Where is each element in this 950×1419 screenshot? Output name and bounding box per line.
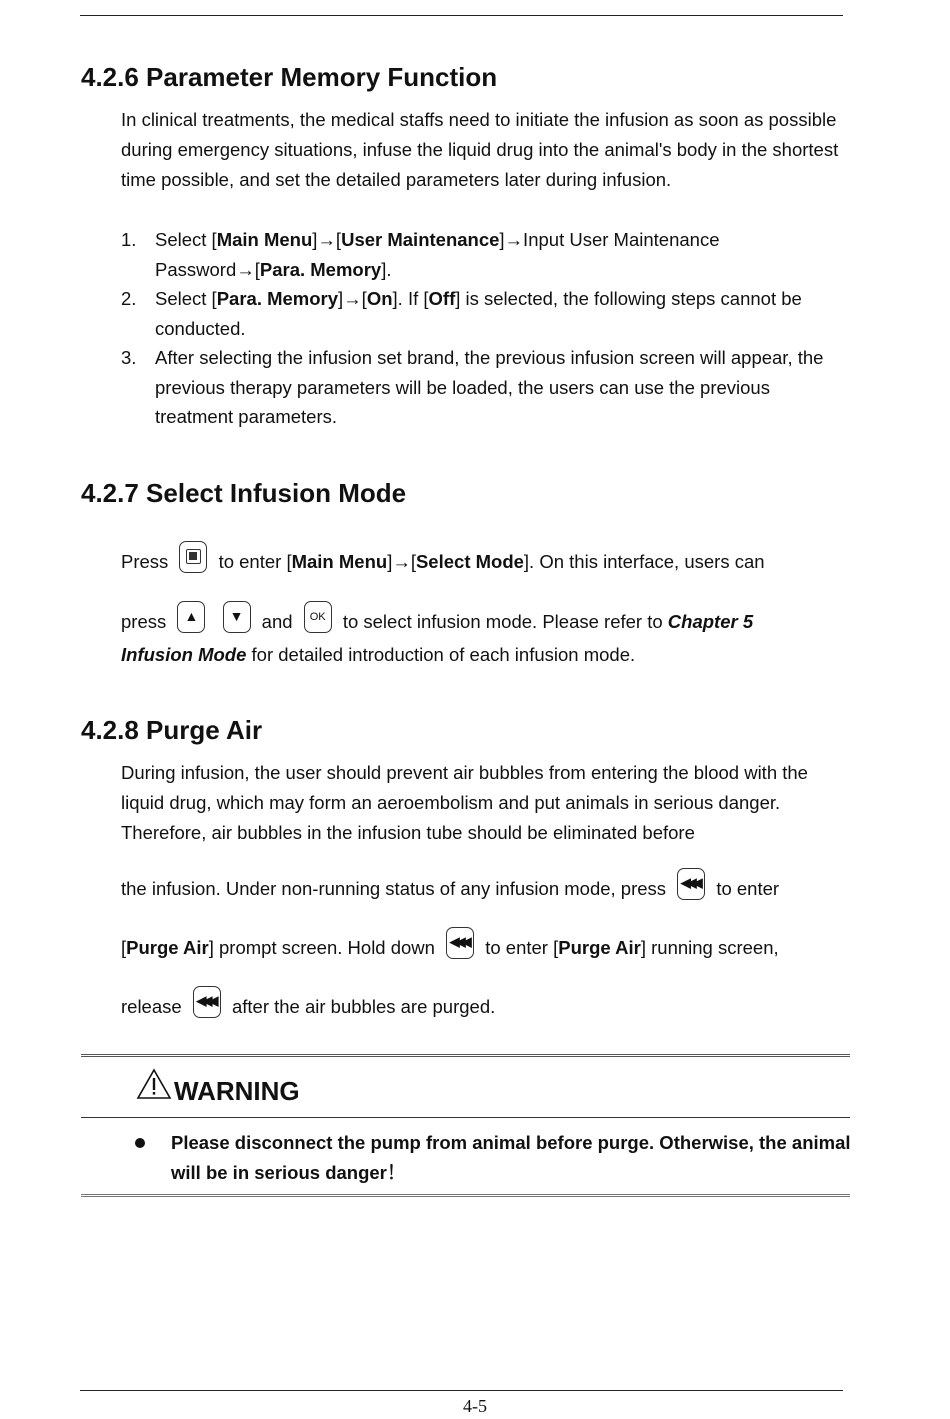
section-title-4-2-8: 4.2.8 Purge Air bbox=[81, 715, 263, 745]
footer-rule bbox=[80, 1390, 843, 1391]
select-mode-line-1: Press to enter [Main Menu]→[Select Mode]. On this interface, users can bbox=[121, 547, 765, 579]
section-intro-4-2-6: In clinical treatments, the medical staffs need to initiate the infusion as soon as possible during emergency situations, infuse the liquid drug into the animal's body in the shortest time possible, and set the detailed parameters later during infusion. bbox=[121, 109, 839, 190]
purge-key-icon: ◀◀◀ bbox=[193, 986, 221, 1018]
purge-line-4: the infusion. Under non-running status of any infusion mode, press ◀◀◀ to enter bbox=[121, 874, 779, 906]
purge-key-icon: ◀◀◀ bbox=[677, 868, 705, 900]
warning-text: Please disconnect the pump from animal before purge. Otherwise, the animal will be in serious danger！ bbox=[171, 1132, 851, 1183]
purge-line-6: release ◀◀◀ after the air bubbles are purged. bbox=[121, 992, 495, 1024]
select-mode-line-2: press ▲ ▼ and OK to select infusion mode. Please refer to Chapter 5 bbox=[121, 607, 753, 639]
divider bbox=[81, 1117, 850, 1118]
list-item: 3. After selecting the infusion set brand, the previous infusion screen will appear, the previous therapy parameters will be loaded, the users can use the previous treatment parameters. bbox=[121, 347, 824, 427]
purge-key-icon: ◀◀◀ bbox=[446, 927, 474, 959]
page-number: 4-5 bbox=[463, 1396, 487, 1416]
menu-key-icon bbox=[179, 541, 207, 573]
section-title-4-2-6: 4.2.6 Parameter Memory Function bbox=[81, 62, 498, 92]
section-intro-4-2-8: During infusion, the user should prevent air bubbles from entering the blood with the liquid drug, which may form an aeroembolism and put animals in serious danger. Therefore, air bubbles in the infusion tube should be eliminated before bbox=[121, 762, 808, 843]
steps-list bbox=[121, 225, 851, 432]
list-item: 2. Select [Para. Memory]→[On]. If [Off] is selected, the following steps cannot be conducted. bbox=[121, 288, 802, 339]
bullet-icon bbox=[135, 1138, 145, 1148]
warning-triangle-icon bbox=[136, 1068, 172, 1107]
section-title-4-2-7: 4.2.7 Select Infusion Mode bbox=[81, 478, 407, 508]
divider bbox=[81, 1194, 850, 1197]
ok-key-icon: OK bbox=[304, 601, 332, 633]
list-item: 1. Select [Main Menu]→[User Maintenance]→Input User Maintenance Password→[Para. Memory]. bbox=[121, 229, 720, 280]
warning-box bbox=[81, 1054, 850, 1200]
down-arrow-key-icon: ▼ bbox=[223, 601, 251, 633]
select-mode-line-3: Infusion Mode for detailed introduction of each infusion mode. bbox=[121, 644, 636, 665]
warning-title: WARNING bbox=[136, 1068, 300, 1107]
up-arrow-key-icon: ▲ bbox=[177, 601, 205, 633]
header-rule bbox=[80, 15, 843, 16]
divider bbox=[81, 1054, 850, 1057]
purge-line-5: [Purge Air] prompt screen. Hold down ◀◀◀ to enter [Purge Air] running screen, bbox=[121, 933, 779, 965]
